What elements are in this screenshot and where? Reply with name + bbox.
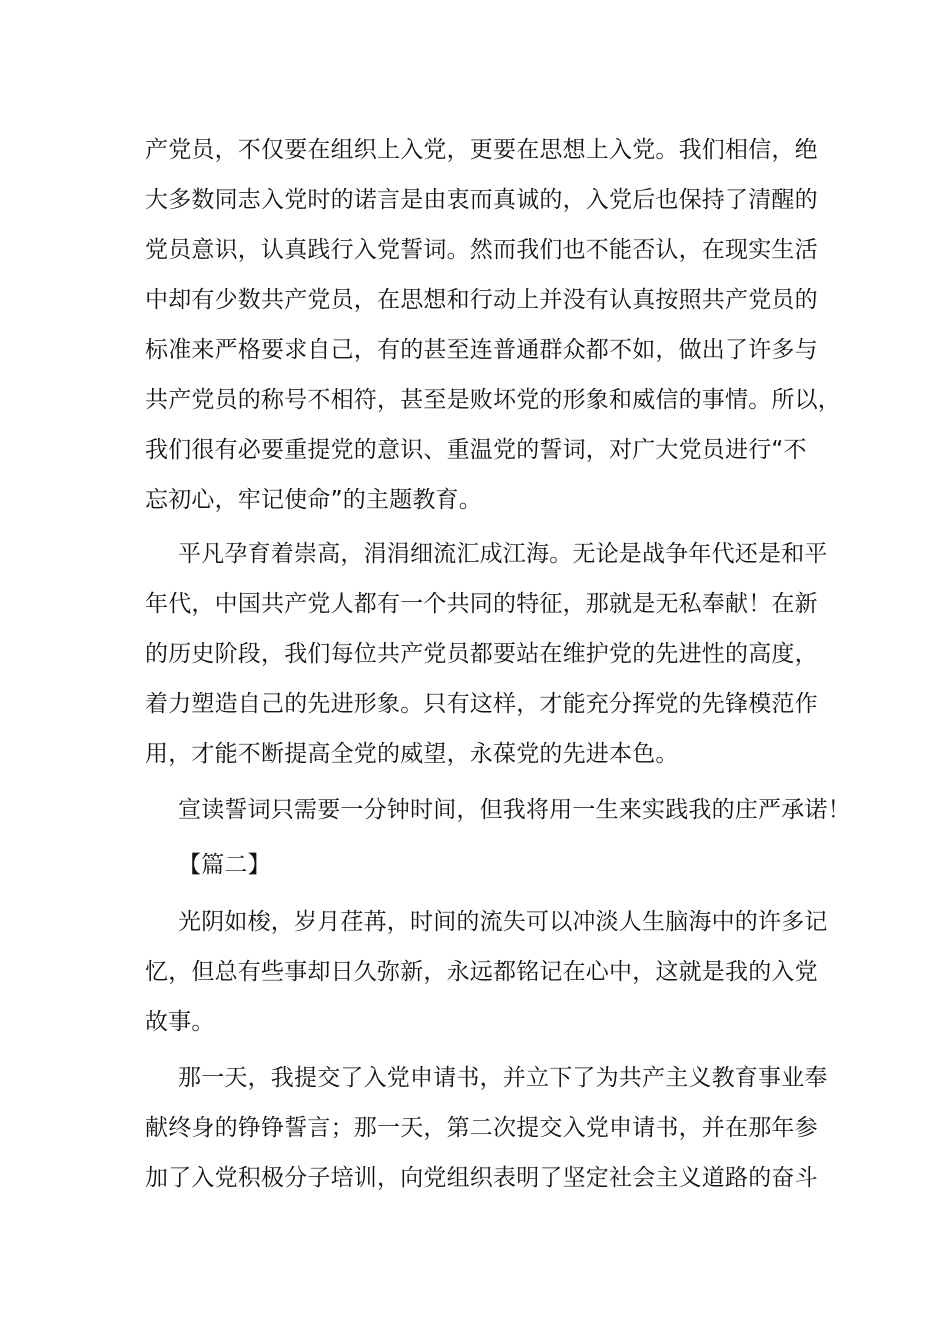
paragraph-line: 着力塑造自己的先进形象。只有这样，才能充分挥党的先锋模范作 — [145, 691, 818, 717]
paragraph-line: 平凡孕育着崇高，涓涓细流汇成江海。无论是战争年代还是和平 — [178, 541, 828, 567]
paragraph-line: 献终身的铮铮誓言；那一天，第二次提交入党申请书，并在那年参 — [145, 1115, 818, 1141]
paragraph-line: 标准来严格要求自己，有的甚至连普通群众都不如，做出了许多与 — [145, 337, 818, 363]
section-heading: 【篇二】 — [178, 852, 271, 878]
paragraph-line: 那一天，我提交了入党申请书，并立下了为共产主义教育事业奉 — [178, 1065, 828, 1091]
paragraph-line: 用，才能不断提高全党的威望，永葆党的先进本色。 — [145, 741, 679, 767]
paragraph-line: 年代，中国共产党人都有一个共同的特征，那就是无私奉献！在新 — [145, 591, 818, 617]
paragraph-line: 大多数同志入党时的诺言是由衷而真诚的，入党后也保持了清醒的 — [145, 187, 818, 213]
paragraph-line: 加了入党积极分子培训，向党组织表明了坚定社会主义道路的奋斗 — [145, 1165, 818, 1191]
paragraph-line: 党员意识，认真践行入党誓词。然而我们也不能否认，在现实生活 — [145, 237, 818, 263]
paragraph-line: 故事。 — [145, 1009, 215, 1035]
paragraph-line: 中却有少数共产党员，在思想和行动上并没有认真按照共产党员的 — [145, 287, 818, 313]
paragraph-line: 共产党员的称号不相符，甚至是败坏党的形象和威信的事情。所以， — [145, 387, 841, 413]
paragraph-line: 忘初心，牢记使命”的主题教育。 — [145, 487, 482, 513]
paragraph-line: 宣读誓词只需要一分钟时间，但我将用一生来实践我的庄严承诺！ — [178, 797, 851, 823]
paragraph-line: 我们很有必要重提党的意识、重温党的誓词，对广大党员进行“不 — [145, 437, 807, 463]
paragraph-line: 忆，但总有些事却日久弥新，永远都铭记在心中，这就是我的入党 — [145, 959, 818, 985]
paragraph-line: 的历史阶段，我们每位共产党员都要站在维护党的先进性的高度， — [145, 641, 818, 667]
paragraph-line: 光阴如梭，岁月荏苒，时间的流失可以冲淡人生脑海中的许多记 — [178, 909, 828, 935]
paragraph-line: 产党员，不仅要在组织上入党，更要在思想上入党。我们相信，绝 — [145, 137, 818, 163]
